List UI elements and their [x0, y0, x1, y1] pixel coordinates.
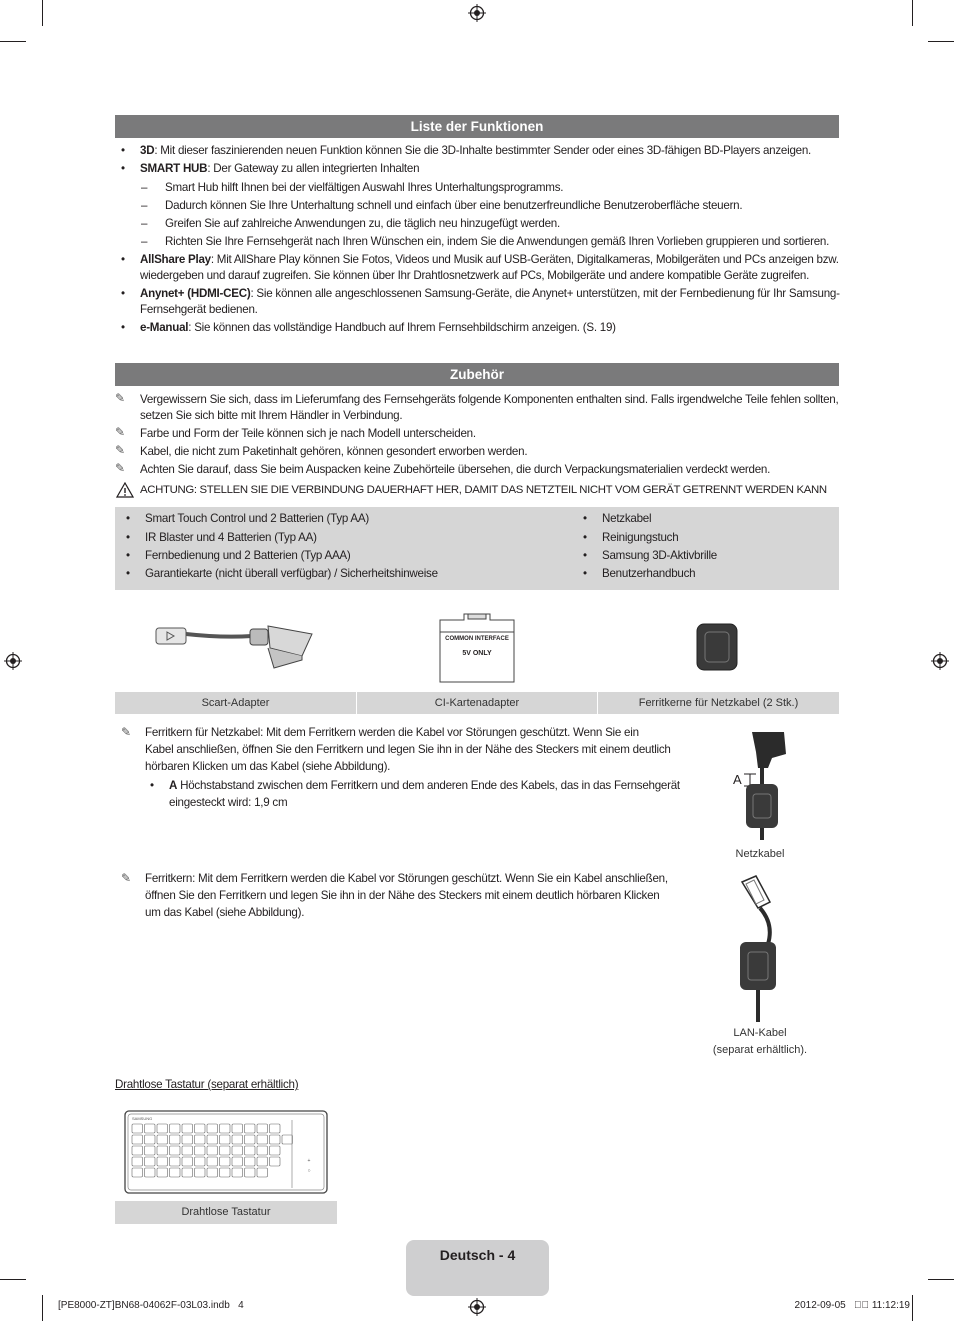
ferrite-text: Ferritkern: Mit dem Ferritkern werden die Kabel vor Störungen geschützt. Wenn Sie ein Kabel anschließen,: [145, 872, 668, 885]
caption-ferrite: Ferritkerne für Netzkabel (2 Stk.): [638, 697, 799, 709]
note-pencil-icon: ✎: [121, 725, 132, 739]
keyboard-key: [195, 1146, 206, 1155]
keyboard-key: [182, 1146, 193, 1155]
lan-cable-ferrite-image: [730, 874, 790, 1022]
keyboard-heading: Drahtlose Tastatur (separat erhältlich): [115, 1078, 299, 1091]
scart-adapter-image: [152, 616, 317, 674]
bullet: •: [126, 549, 131, 562]
figure-caption-lan: LAN-Kabel: [733, 1027, 787, 1039]
keyboard-key: [145, 1124, 156, 1133]
note-pencil-icon: ✎: [115, 391, 126, 405]
keyboard-key: [245, 1124, 256, 1133]
keyboard-key: [220, 1146, 231, 1155]
keyboard-key: [270, 1157, 281, 1166]
keyboard-key: [170, 1157, 181, 1166]
feature-3d: [140, 143, 811, 159]
feature-text-cont: wiedergeben und darauf zugreifen. Sie können über Ihr Drahtlosnetzwerk auf PCs, Mobilgeräte und andere kompatible Geräte zugreifen.: [140, 269, 810, 282]
keyboard-key: [245, 1157, 256, 1166]
note-pencil-icon: ✎: [115, 443, 126, 457]
keyboard-key: [145, 1146, 156, 1155]
feature-term: Anynet+ (HDMI-CEC): [140, 287, 251, 300]
wireless-keyboard-image: [124, 1110, 328, 1194]
registration-mark-icon: [4, 652, 22, 670]
feature-text: : Mit AllShare Play können Sie Fotos, Videos und Musik auf USB-Geräten, Digitalkameras, Mobilgeräten und PCs anzeigen bzw.: [210, 253, 839, 266]
bullet: •: [121, 144, 126, 157]
ferrite-core-image: [694, 622, 740, 672]
bullet: •: [150, 779, 155, 792]
keyboard-key: [182, 1168, 193, 1177]
bullet: •: [121, 321, 126, 334]
dash: –: [141, 199, 148, 212]
bullet: •: [121, 287, 126, 300]
section-header-features: Liste der Funktionen: [115, 115, 839, 138]
bullet: •: [126, 512, 131, 525]
keyboard-key: [170, 1168, 181, 1177]
keyboard-key: [245, 1168, 256, 1177]
crop-mark: [0, 1279, 26, 1280]
figure-caption-power-cord: Netzkabel: [735, 848, 785, 860]
registration-mark-icon: [931, 652, 949, 670]
page-number: Deutsch - 4: [439, 1247, 516, 1263]
dash: –: [141, 235, 148, 248]
keyboard-key: [132, 1135, 143, 1144]
keyboard-key: [132, 1146, 143, 1155]
keyboard-key: [157, 1157, 168, 1166]
keyboard-key: [145, 1157, 156, 1166]
footer-timestamp: 2012-09-05    11:12:19: [794, 1300, 910, 1311]
feature-term: AllShare Play: [140, 253, 211, 266]
bullet: •: [126, 567, 131, 580]
feature-text: : Mit dieser faszinierenden neuen Funktion können Sie die 3D-Inhalte bestimmter Sender oder eines 3D-fähigen BD-Players anzeigen.: [154, 144, 812, 157]
accessory-item: IR Blaster und 4 Batterien (Typ AA): [145, 531, 317, 544]
keyboard-key: [170, 1146, 181, 1155]
keyboard-key: [157, 1146, 168, 1155]
bullet: •: [121, 162, 126, 175]
note-text-cont: setzen Sie sich bitte mit Ihrem Händler in Verbindung.: [140, 409, 403, 422]
ferrite-text: öffnen Sie den Ferritkern und legen Sie ihn in der Nähe des Steckers mit einem deutlich hörbaren Klicken: [145, 889, 660, 902]
keyboard-key: [132, 1157, 143, 1166]
keyboard-key: [270, 1146, 281, 1155]
note-text: Kabel, die nicht zum Paketinhalt gehören, können gesondert erworben werden.: [140, 445, 528, 458]
feature-allshare: [140, 252, 839, 268]
warning-text: ACHTUNG: STELLEN SIE DIE VERBINDUNG DAUERHAFT HER, DAMIT DAS NETZTEIL NICHT VOM GERÄT GETRENNT WERDEN KANN: [140, 484, 827, 496]
feature-term: SMART HUB: [140, 162, 208, 175]
note-pencil-icon: ✎: [121, 871, 132, 885]
keyboard-key: [182, 1135, 193, 1144]
note-pencil-icon: ✎: [115, 461, 126, 475]
sub-item: Greifen Sie auf zahlreiche Anwendungen zu, die täglich neu hinzugefügt werden.: [165, 217, 560, 230]
keyboard-key: [195, 1157, 206, 1166]
feature-term: 3D: [140, 144, 155, 157]
keyboard-key: [232, 1135, 243, 1144]
svg-text:○: ○: [307, 1168, 311, 1174]
caption-scart: Scart-Adapter: [201, 697, 270, 709]
keyboard-key: [257, 1157, 268, 1166]
ci-card-label: 5V ONLY: [462, 650, 492, 657]
feature-emanual: [140, 320, 616, 336]
bullet: •: [583, 512, 588, 525]
accessory-item: Benutzerhandbuch: [602, 567, 696, 580]
registration-mark-icon: [468, 4, 486, 22]
keyboard-key: [232, 1157, 243, 1166]
bullet: •: [583, 567, 588, 580]
keyboard-brand: SAMSUNG: [132, 1116, 153, 1121]
keyboard-key: [232, 1124, 243, 1133]
accessory-item: Netzkabel: [602, 512, 652, 525]
crop-mark: [912, 1295, 913, 1321]
keyboard-key: [182, 1157, 193, 1166]
ci-card-adapter-image: [436, 612, 518, 684]
accessory-item: Samsung 3D-Aktivbrille: [602, 549, 717, 562]
section-header-accessories: Zubehör: [115, 363, 839, 386]
feature-anynet: [140, 286, 840, 302]
note-text: Vergewissern Sie sich, dass im Lieferumfang des Fernsehgeräts folgende Komponenten enthalten sind. Falls irgendwelche Teile fehlen sollten,: [140, 393, 839, 406]
dash: –: [141, 217, 148, 230]
dash: –: [141, 181, 148, 194]
keyboard-key: [245, 1146, 256, 1155]
registration-mark-icon: [468, 1298, 486, 1316]
keyboard-key: [220, 1157, 231, 1166]
keyboard-key: [207, 1168, 218, 1177]
svg-text:+: +: [307, 1158, 311, 1164]
crop-mark: [928, 1279, 954, 1280]
keyboard-key: [257, 1124, 268, 1133]
keyboard-key: [220, 1168, 231, 1177]
warning-triangle-icon: [116, 482, 134, 498]
keyboard-key: [207, 1124, 218, 1133]
sub-item: Smart Hub hilft Ihnen bei der vielfältigen Auswahl Ihres Unterhaltungsprogramms.: [165, 181, 564, 194]
crop-mark: [0, 41, 26, 42]
keyboard-key: [257, 1135, 268, 1144]
figure-label: A: [733, 772, 742, 787]
keyboard-key: [170, 1124, 181, 1133]
keyboard-key: [207, 1157, 218, 1166]
note-text: Farbe und Form der Teile können sich je nach Modell unterscheiden.: [140, 427, 476, 440]
keyboard-key: [220, 1124, 231, 1133]
keyboard-key: [157, 1135, 168, 1144]
feature-smart-hub: [140, 161, 419, 177]
keyboard-key: [170, 1135, 181, 1144]
bullet: •: [583, 531, 588, 544]
bullet: •: [121, 253, 126, 266]
feature-text: : Der Gateway zu allen integrierten Inhalten: [207, 162, 420, 175]
keyboard-key: [207, 1146, 218, 1155]
accessory-item: Garantiekarte (nicht überall verfügbar) / Sicherheitshinweise: [145, 567, 438, 580]
keyboard-key: [282, 1135, 293, 1144]
bullet-term: A: [169, 779, 178, 792]
sub-item: Dadurch können Sie Ihre Unterhaltung schnell und einfach über eine benutzerfreundliche Benutzeroberfläche steuern.: [165, 199, 743, 212]
accessory-item: Smart Touch Control und 2 Batterien (Typ AA): [145, 512, 369, 525]
note-pencil-icon: ✎: [115, 425, 126, 439]
keyboard-key: [132, 1124, 143, 1133]
crop-mark: [42, 0, 43, 26]
keyboard-key: [145, 1135, 156, 1144]
sub-item: Richten Sie Ihre Fernsehgerät nach Ihren Wünschen ein, indem Sie die Anwendungen gemäß Ihren Vorlieben gruppieren und sortieren.: [165, 235, 830, 248]
ferrite-bullet-cont: eingesteckt wird: 1,9 cm: [169, 796, 288, 809]
feature-term: e-Manual: [140, 321, 189, 334]
keyboard-key: [257, 1168, 268, 1177]
crop-mark: [42, 1295, 43, 1321]
keyboard-key: [270, 1124, 281, 1133]
keyboard-key: [182, 1124, 193, 1133]
keyboard-key: [245, 1135, 256, 1144]
keyboard-key: [157, 1168, 168, 1177]
crop-mark: [928, 41, 954, 42]
keyboard-key: [220, 1135, 231, 1144]
keyboard-key: [195, 1168, 206, 1177]
keyboard-key: [195, 1124, 206, 1133]
keyboard-key: [145, 1168, 156, 1177]
keyboard-key: [257, 1146, 268, 1155]
accessory-item: Fernbedienung und 2 Batterien (Typ AAA): [145, 549, 351, 562]
accessory-item: Reinigungstuch: [602, 531, 679, 544]
keyboard-key: [270, 1135, 281, 1144]
bullet-text: Höchstabstand zwischen dem Ferritkern und dem anderen Ende des Kabels, das in das Fernsehgerät: [177, 779, 680, 792]
feature-text: : Sie können das vollständige Handbuch auf Ihrem Fernsehbildschirm anzeigen. (S. 19): [188, 321, 616, 334]
keyboard-key: [157, 1124, 168, 1133]
ferrite-text: Kabel anschließen, öffnen Sie den Ferritkern und legen Sie ihn in der Nähe des Steckers mit einem deutlich: [145, 743, 671, 756]
figure-caption-lan-note: (separat erhältlich).: [712, 1044, 808, 1056]
ferrite-text: um das Kabel (siehe Abbildung).: [145, 906, 305, 919]
ferrite-text: Ferritkern für Netzkabel: Mit dem Ferritkern werden die Kabel vor Störungen geschützt. Wenn Sie ein: [145, 726, 639, 739]
crop-mark: [912, 0, 913, 26]
keyboard-key: [232, 1168, 243, 1177]
keyboard-key: [232, 1146, 243, 1155]
caption-keyboard: Drahtlose Tastatur: [181, 1206, 271, 1218]
ferrite-text: hörbaren Klicken um das Kabel (siehe Abbildung).: [145, 760, 391, 773]
caption-ci-card: CI-Kartenadapter: [434, 697, 520, 709]
ferrite-bullet: [169, 778, 680, 794]
feature-text: : Sie können alle angeschlossenen Samsung-Geräte, die Anynet+ unterstützen, mit der Fernbedienung für Ihr Samsung-: [250, 287, 840, 300]
keyboard-key: [132, 1168, 143, 1177]
ci-card-label: COMMON INTERFACE: [445, 636, 509, 642]
feature-text-cont: Fernsehgerät bedienen.: [140, 303, 258, 316]
bullet: •: [583, 549, 588, 562]
keyboard-key: [195, 1135, 206, 1144]
keyboard-key: [207, 1135, 218, 1144]
bullet: •: [126, 531, 131, 544]
note-text: Achten Sie darauf, dass Sie beim Auspacken keine Zubehörteile übersehen, die durch Verpackungsmaterialien verdeckt werden.: [140, 463, 771, 476]
footer-file-info: [PE8000-ZT]BN68-04062F-03L03.indb 4: [58, 1300, 244, 1311]
